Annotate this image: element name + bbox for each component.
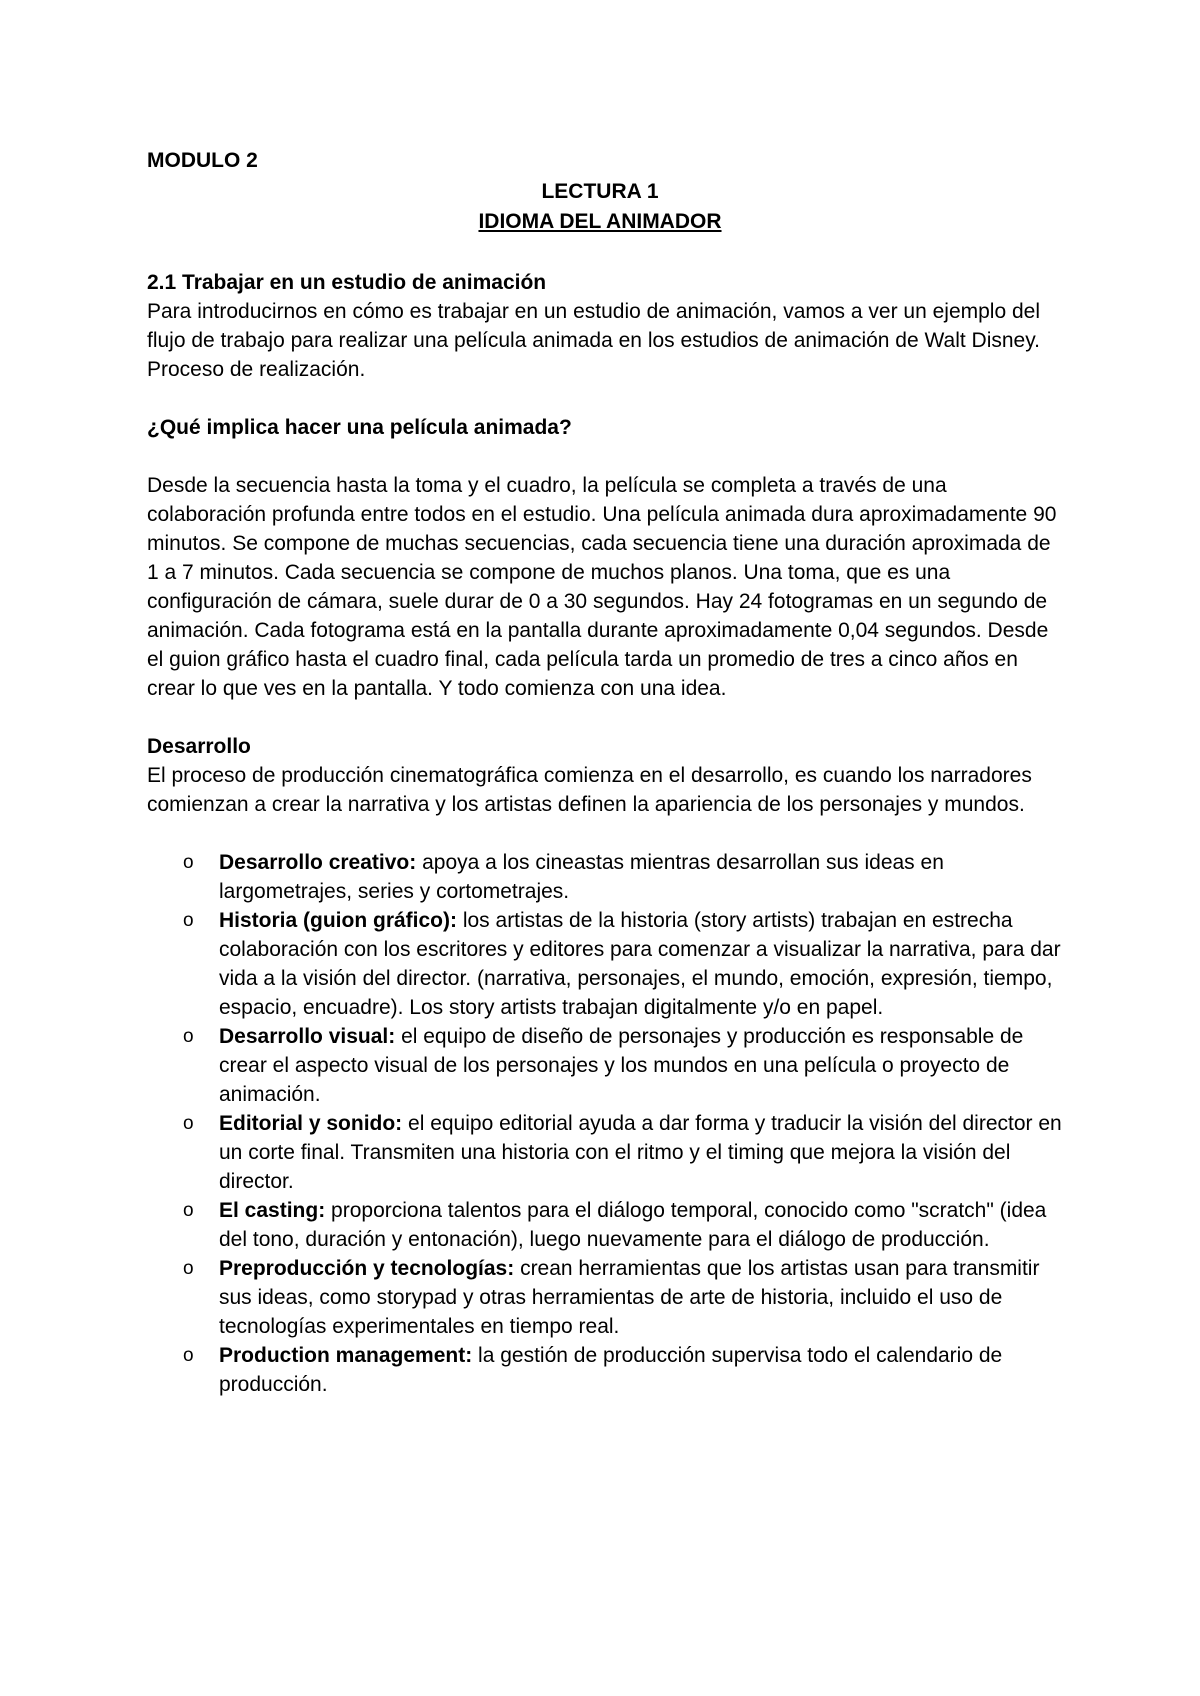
paragraph-spacer — [147, 384, 1067, 413]
list-item — [147, 1196, 1067, 1254]
list-item-text: crean herramientas que los artistas usan para transmitir sus ideas, como storypad y otras herramientas de arte de historia, incluido el uso de tecnologías experimentales en tiempo real. — [219, 1257, 1040, 1338]
list-item-text: los artistas de la historia (story artists) trabajan en estrecha colaboración con los escritores y editores para comenzar a visualizar la narrativa, para dar vida a la visión del director. (narrativa, personajes, el mundo, emoción, expresión, tiempo, espacio, encuadre). Los story artists trabajan digitalmente y/o en papel. — [219, 909, 1061, 1019]
paragraph-spacer — [147, 703, 1067, 732]
list-item-term: Historia (guion gráfico): — [219, 909, 457, 932]
section-paragraph-question: Desde la secuencia hasta la toma y el cuadro, la película se completa a través de una colaboración profunda entre todos en el estudio. Una película animada dura aproximadamente 90 minutos. Se compone de muchas secuencias, cada secuencia tiene una duración aproximada de 1 a 7 minutos. Cada secuencia se compone de muchos planos. Una toma, que es una configuración de cámara, suele durar de 0 a 30 segundos. Hay 24 fotogramas en un segundo de animación. Cada fotograma está en la pantalla durante aproximadamente 0,04 segundos. Desde el guion gráfico hasta el cuadro final, cada película tarda un promedio de tres a cinco años en crear lo que ves en la pantalla. Y todo comienza con una idea. — [147, 474, 1057, 700]
list-item-term: Editorial y sonido: — [219, 1112, 403, 1135]
section-paragraph-studio: Para introducirnos en cómo es trabajar en un estudio de animación, vamos a ver un ejemplo del flujo de trabajo para realizar una película animada en los estudios de animación de Walt Disney. Proceso de realización. — [147, 300, 1041, 381]
list-item-term: Production management: — [219, 1344, 473, 1367]
bullet-marker: o — [183, 1258, 194, 1279]
bullet-marker: o — [183, 852, 194, 873]
section-heading-studio: 2.1 Trabajar en un estudio de animación — [147, 271, 547, 294]
paragraph-spacer — [147, 442, 1067, 471]
list-item-term: Desarrollo creativo: — [219, 851, 417, 874]
section-heading-desarrollo: Desarrollo — [147, 735, 251, 758]
list-item — [147, 1022, 1067, 1109]
paragraph-spacer — [147, 819, 1067, 848]
list-item — [147, 848, 1067, 906]
list-item — [147, 1341, 1067, 1399]
list-item-text: el equipo de diseño de personajes y producción es responsable de crear el aspecto visual de los personajes y los mundos en una película o proyecto de animación. — [219, 1025, 1024, 1106]
list-item-term: El casting: — [219, 1199, 326, 1222]
bullet-marker: o — [183, 1200, 194, 1221]
bullet-marker: o — [183, 1345, 194, 1366]
bullet-marker: o — [183, 1113, 194, 1134]
bullet-marker: o — [183, 910, 194, 931]
lecture-title: IDIOMA DEL ANIMADOR — [478, 210, 722, 233]
desarrollo-list — [147, 848, 1067, 1399]
lecture-number: LECTURA 1 — [541, 180, 659, 203]
bullet-marker: o — [183, 1026, 194, 1047]
list-item-text: proporciona talentos para el diálogo temporal, conocido como "scratch" (idea del tono, duración y entonación), luego nuevamente para el diálogo de producción. — [219, 1199, 1047, 1251]
document-body — [147, 268, 1067, 1399]
list-item-text: la gestión de producción supervisa todo el calendario de producción. — [219, 1344, 1003, 1396]
section-heading-question: ¿Qué implica hacer una película animada? — [147, 416, 572, 439]
list-item-term: Desarrollo visual: — [219, 1025, 396, 1048]
list-item — [147, 906, 1067, 1022]
list-item-text: el equipo editorial ayuda a dar forma y traducir la visión del director en un corte final. Transmiten una historia con el ritmo y el timing que mejora la visión del director. — [219, 1112, 1062, 1193]
section-paragraph-desarrollo: El proceso de producción cinematográfica comienza en el desarrollo, es cuando los narradores comienzan a crear la narrativa y los artistas definen la apariencia de los personajes y mundos. — [147, 764, 1032, 816]
list-item-term: Preproducción y tecnologías: — [219, 1257, 515, 1280]
list-item-text: apoya a los cineastas mientras desarrollan sus ideas en largometrajes, series y cortometrajes. — [219, 851, 944, 903]
list-item — [147, 1109, 1067, 1196]
list-item — [147, 1254, 1067, 1341]
module-title: MODULO 2 — [147, 149, 258, 172]
